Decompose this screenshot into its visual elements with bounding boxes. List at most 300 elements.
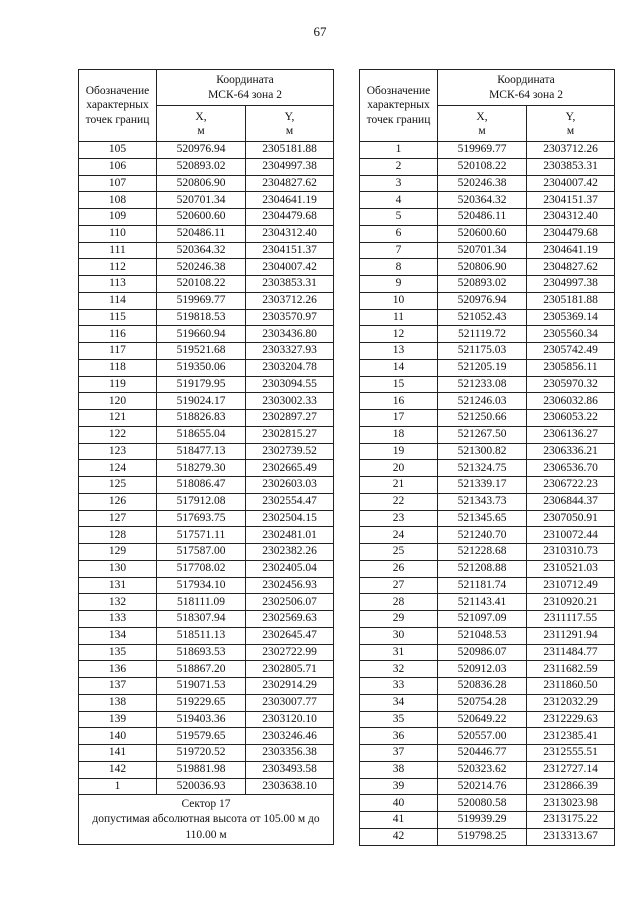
table-row <box>79 259 334 276</box>
y-coordinate-cell: 2305970.32 <box>527 376 615 393</box>
table-row <box>79 209 334 226</box>
point-id-cell: 23 <box>360 510 438 527</box>
x-coordinate-cell: 520246.38 <box>438 175 527 192</box>
point-id-cell: 36 <box>360 728 438 745</box>
y-coordinate-cell: 2306136.27 <box>527 426 615 443</box>
y-coordinate-cell: 2311117.55 <box>527 611 615 628</box>
page-number: 67 <box>313 24 327 39</box>
y-coordinate-cell: 2302645.47 <box>246 627 334 644</box>
table-row <box>79 611 334 628</box>
x-coordinate-cell: 521343.73 <box>438 493 527 510</box>
y-coordinate-cell: 2302805.71 <box>246 661 334 678</box>
point-id-cell: 105 <box>79 142 157 159</box>
y-coordinate-cell: 2303246.46 <box>246 728 334 745</box>
x-coordinate-cell: 520246.38 <box>157 259 246 276</box>
y-coordinate-cell: 2304479.68 <box>246 209 334 226</box>
table-row <box>360 745 615 762</box>
y-coordinate-cell: 2310521.03 <box>527 560 615 577</box>
y-coordinate-cell: 2303007.77 <box>246 694 334 711</box>
x-coordinate-cell: 520600.60 <box>157 209 246 226</box>
x-coordinate-cell: 520649.22 <box>438 711 527 728</box>
table-row <box>79 309 334 326</box>
table-row <box>79 527 334 544</box>
sector-note <box>79 795 334 845</box>
x-coordinate-cell: 520080.58 <box>438 795 527 812</box>
x-coordinate-cell: 519660.94 <box>157 326 246 343</box>
point-id-cell: 27 <box>360 577 438 594</box>
table-row <box>360 527 615 544</box>
point-id-cell: 113 <box>79 276 157 293</box>
point-id-cell: 4 <box>360 192 438 209</box>
table-row <box>360 510 615 527</box>
table-row <box>79 192 334 209</box>
x-coordinate-cell: 520976.94 <box>157 142 246 159</box>
x-coordinate-cell: 520836.28 <box>438 678 527 695</box>
table-row <box>79 477 334 494</box>
point-id-cell: 108 <box>79 192 157 209</box>
y-coordinate-cell: 2302382.26 <box>246 544 334 561</box>
x-coordinate-cell: 517571.11 <box>157 527 246 544</box>
table-row <box>79 745 334 762</box>
x-coordinate-cell: 519024.17 <box>157 393 246 410</box>
table-row <box>360 694 615 711</box>
y-coordinate-cell: 2311860.50 <box>527 678 615 695</box>
point-id-cell: 121 <box>79 410 157 427</box>
point-id-cell: 32 <box>360 661 438 678</box>
y-coordinate-cell: 2302722.99 <box>246 644 334 661</box>
table-row <box>360 644 615 661</box>
point-id-cell: 30 <box>360 627 438 644</box>
x-coordinate-cell: 521181.74 <box>438 577 527 594</box>
x-coordinate-cell: 521175.03 <box>438 343 527 360</box>
point-id-cell: 16 <box>360 393 438 410</box>
sector-altitude: допустимая абсолютная высота от 105.00 м до 110.00 м <box>92 813 320 841</box>
point-id-cell: 20 <box>360 460 438 477</box>
point-column-header: Обозначение характерных точек границ <box>360 70 438 142</box>
y-coordinate-cell: 2312866.39 <box>527 778 615 795</box>
table-row <box>360 577 615 594</box>
y-coordinate-cell: 2304827.62 <box>527 259 615 276</box>
y-coordinate-cell: 2303712.26 <box>246 292 334 309</box>
point-id-cell: 17 <box>360 410 438 427</box>
point-id-cell: 107 <box>79 175 157 192</box>
table-row <box>360 812 615 829</box>
x-coordinate-cell: 520806.90 <box>157 175 246 192</box>
x-coordinate-cell: 518693.53 <box>157 644 246 661</box>
point-id-cell: 6 <box>360 225 438 242</box>
point-id-cell: 19 <box>360 443 438 460</box>
table-row <box>360 443 615 460</box>
x-coordinate-cell: 518086.47 <box>157 477 246 494</box>
y-coordinate-cell: 2304479.68 <box>527 225 615 242</box>
y-coordinate-cell: 2306336.21 <box>527 443 615 460</box>
y-coordinate-cell: 2304007.42 <box>527 175 615 192</box>
coordinate-header <box>438 70 615 106</box>
table-row <box>79 493 334 510</box>
point-id-cell: 106 <box>79 158 157 175</box>
point-id-cell: 33 <box>360 678 438 695</box>
y-coordinate-cell: 2305742.49 <box>527 343 615 360</box>
table-row <box>79 326 334 343</box>
table-row <box>79 510 334 527</box>
table-row <box>79 778 334 795</box>
x-coordinate-cell: 520893.02 <box>157 158 246 175</box>
x-coordinate-cell: 517708.02 <box>157 560 246 577</box>
y-coordinate-cell: 2303204.78 <box>246 359 334 376</box>
table-row <box>360 828 615 845</box>
y-coordinate-cell: 2303638.10 <box>246 778 334 795</box>
y-coordinate-cell: 2312727.14 <box>527 761 615 778</box>
point-id-cell: 120 <box>79 393 157 410</box>
x-coordinate-cell: 519179.95 <box>157 376 246 393</box>
point-id-cell: 132 <box>79 594 157 611</box>
y-coordinate-cell: 2304151.37 <box>527 192 615 209</box>
point-id-cell: 35 <box>360 711 438 728</box>
x-coordinate-cell: 518307.94 <box>157 611 246 628</box>
point-id-cell: 119 <box>79 376 157 393</box>
point-id-cell: 122 <box>79 426 157 443</box>
x-column-header: X, м <box>157 106 246 142</box>
point-id-cell: 34 <box>360 694 438 711</box>
point-id-cell: 37 <box>360 745 438 762</box>
point-id-cell: 123 <box>79 443 157 460</box>
point-id-cell: 138 <box>79 694 157 711</box>
point-id-cell: 40 <box>360 795 438 812</box>
x-coordinate-cell: 521119.72 <box>438 326 527 343</box>
x-coordinate-cell: 520214.76 <box>438 778 527 795</box>
x-coordinate-cell: 520600.60 <box>438 225 527 242</box>
table-row <box>79 627 334 644</box>
table-row <box>79 678 334 695</box>
point-id-cell: 116 <box>79 326 157 343</box>
point-id-cell: 1 <box>360 142 438 159</box>
x-coordinate-cell: 520557.00 <box>438 728 527 745</box>
point-id-cell: 3 <box>360 175 438 192</box>
table-row <box>360 192 615 209</box>
table-row <box>360 209 615 226</box>
x-coordinate-cell: 521250.66 <box>438 410 527 427</box>
table-row <box>360 761 615 778</box>
table-row <box>360 493 615 510</box>
y-coordinate-cell: 2306722.23 <box>527 477 615 494</box>
table-row <box>79 577 334 594</box>
y-coordinate-cell: 2303570.97 <box>246 309 334 326</box>
x-coordinate-cell: 519350.06 <box>157 359 246 376</box>
point-id-cell: 11 <box>360 309 438 326</box>
y-coordinate-cell: 2313175.22 <box>527 812 615 829</box>
table-row <box>79 142 334 159</box>
x-coordinate-cell: 519720.52 <box>157 745 246 762</box>
x-coordinate-cell: 519579.65 <box>157 728 246 745</box>
table-row <box>79 728 334 745</box>
point-id-cell: 114 <box>79 292 157 309</box>
x-coordinate-cell: 518655.04 <box>157 426 246 443</box>
table-row <box>79 359 334 376</box>
table-row <box>360 426 615 443</box>
table-row <box>79 410 334 427</box>
y-coordinate-cell: 2305181.88 <box>527 292 615 309</box>
y-coordinate-cell: 2312555.51 <box>527 745 615 762</box>
point-id-cell: 39 <box>360 778 438 795</box>
point-id-cell: 124 <box>79 460 157 477</box>
coordinate-header <box>157 70 334 106</box>
table-row <box>360 711 615 728</box>
y-coordinate-cell: 2312229.63 <box>527 711 615 728</box>
x-coordinate-cell: 520701.34 <box>157 192 246 209</box>
point-id-cell: 139 <box>79 711 157 728</box>
y-coordinate-cell: 2302665.49 <box>246 460 334 477</box>
table-row <box>360 359 615 376</box>
coordinate-system: МСК-64 зона 2 <box>489 88 563 101</box>
point-id-cell: 117 <box>79 343 157 360</box>
x-coordinate-cell: 521048.53 <box>438 627 527 644</box>
coordinates-table-right <box>359 69 615 846</box>
x-coordinate-cell: 518826.83 <box>157 410 246 427</box>
point-id-cell: 25 <box>360 544 438 561</box>
sector-title: Сектор 17 <box>181 797 231 810</box>
y-coordinate-cell: 2311484.77 <box>527 644 615 661</box>
x-coordinate-cell: 519798.25 <box>438 828 527 845</box>
point-id-cell: 127 <box>79 510 157 527</box>
point-id-cell: 141 <box>79 745 157 762</box>
table-row <box>360 376 615 393</box>
x-coordinate-cell: 521324.75 <box>438 460 527 477</box>
y-coordinate-cell: 2306844.37 <box>527 493 615 510</box>
y-column-header: Y, м <box>527 106 615 142</box>
table-row <box>79 560 334 577</box>
table-row <box>79 393 334 410</box>
x-coordinate-cell: 520486.11 <box>157 225 246 242</box>
x-column-header: X, м <box>438 106 527 142</box>
point-id-cell: 8 <box>360 259 438 276</box>
y-coordinate-cell: 2304151.37 <box>246 242 334 259</box>
table-row <box>360 678 615 695</box>
table-row <box>79 644 334 661</box>
table-row <box>79 694 334 711</box>
table-row <box>360 778 615 795</box>
point-id-cell: 109 <box>79 209 157 226</box>
table-row <box>79 225 334 242</box>
point-id-cell: 28 <box>360 594 438 611</box>
x-coordinate-cell: 519071.53 <box>157 678 246 695</box>
point-id-cell: 130 <box>79 560 157 577</box>
x-coordinate-cell: 520364.32 <box>157 242 246 259</box>
table-row <box>79 460 334 477</box>
x-coordinate-cell: 520976.94 <box>438 292 527 309</box>
y-coordinate-cell: 2312385.41 <box>527 728 615 745</box>
x-coordinate-cell: 520806.90 <box>438 259 527 276</box>
y-coordinate-cell: 2303002.33 <box>246 393 334 410</box>
y-coordinate-cell: 2310310.73 <box>527 544 615 561</box>
table-row <box>79 292 334 309</box>
x-coordinate-cell: 520108.22 <box>438 158 527 175</box>
point-id-cell: 112 <box>79 259 157 276</box>
point-id-cell: 41 <box>360 812 438 829</box>
point-id-cell: 125 <box>79 477 157 494</box>
x-coordinate-cell: 521228.68 <box>438 544 527 561</box>
table-row <box>360 594 615 611</box>
point-id-cell: 31 <box>360 644 438 661</box>
y-coordinate-cell: 2307050.91 <box>527 510 615 527</box>
point-id-cell: 128 <box>79 527 157 544</box>
point-id-cell: 26 <box>360 560 438 577</box>
x-coordinate-cell: 521339.17 <box>438 477 527 494</box>
table-row <box>360 175 615 192</box>
point-id-cell: 12 <box>360 326 438 343</box>
x-coordinate-cell: 521233.08 <box>438 376 527 393</box>
y-coordinate-cell: 2302405.04 <box>246 560 334 577</box>
table-row <box>360 544 615 561</box>
y-coordinate-cell: 2313023.98 <box>527 795 615 812</box>
x-coordinate-cell: 521205.19 <box>438 359 527 376</box>
x-coordinate-cell: 521267.50 <box>438 426 527 443</box>
y-coordinate-cell: 2304997.38 <box>527 276 615 293</box>
table-row <box>360 225 615 242</box>
point-id-cell: 18 <box>360 426 438 443</box>
point-id-cell: 22 <box>360 493 438 510</box>
x-coordinate-cell: 520486.11 <box>438 209 527 226</box>
x-coordinate-cell: 520446.77 <box>438 745 527 762</box>
table-row <box>79 711 334 728</box>
point-id-cell: 137 <box>79 678 157 695</box>
table-row <box>360 560 615 577</box>
x-coordinate-cell: 521345.65 <box>438 510 527 527</box>
x-coordinate-cell: 518477.13 <box>157 443 246 460</box>
point-id-cell: 9 <box>360 276 438 293</box>
x-coordinate-cell: 520754.28 <box>438 694 527 711</box>
x-coordinate-cell: 518511.13 <box>157 627 246 644</box>
x-coordinate-cell: 519939.29 <box>438 812 527 829</box>
point-id-cell: 7 <box>360 242 438 259</box>
x-coordinate-cell: 521143.41 <box>438 594 527 611</box>
table-row <box>360 158 615 175</box>
y-coordinate-cell: 2304997.38 <box>246 158 334 175</box>
point-id-cell: 111 <box>79 242 157 259</box>
coordinate-system: МСК-64 зона 2 <box>208 88 282 101</box>
table-row <box>360 795 615 812</box>
coordinate-title: Координата <box>216 73 274 86</box>
x-coordinate-cell: 521246.03 <box>438 393 527 410</box>
point-id-cell: 42 <box>360 828 438 845</box>
point-id-cell: 5 <box>360 209 438 226</box>
y-coordinate-cell: 2304641.19 <box>246 192 334 209</box>
x-coordinate-cell: 519403.36 <box>157 711 246 728</box>
table-row <box>360 242 615 259</box>
left-table-body <box>79 142 334 795</box>
x-coordinate-cell: 520323.62 <box>438 761 527 778</box>
y-coordinate-cell: 2303120.10 <box>246 711 334 728</box>
x-coordinate-cell: 520701.34 <box>438 242 527 259</box>
point-id-cell: 2 <box>360 158 438 175</box>
point-id-cell: 140 <box>79 728 157 745</box>
y-coordinate-cell: 2304312.40 <box>246 225 334 242</box>
table-row <box>79 242 334 259</box>
table-row <box>79 443 334 460</box>
x-coordinate-cell: 521240.70 <box>438 527 527 544</box>
right-table-body <box>360 142 615 846</box>
table-row <box>360 460 615 477</box>
y-coordinate-cell: 2302456.93 <box>246 577 334 594</box>
table-row <box>360 142 615 159</box>
table-row <box>360 728 615 745</box>
table-row <box>79 376 334 393</box>
x-coordinate-cell: 520364.32 <box>438 192 527 209</box>
table-row <box>79 175 334 192</box>
x-coordinate-cell: 521052.43 <box>438 309 527 326</box>
table-row <box>360 326 615 343</box>
table-row <box>360 343 615 360</box>
y-coordinate-cell: 2304641.19 <box>527 242 615 259</box>
point-id-cell: 29 <box>360 611 438 628</box>
y-coordinate-cell: 2302897.27 <box>246 410 334 427</box>
y-coordinate-cell: 2302815.27 <box>246 426 334 443</box>
point-id-cell: 14 <box>360 359 438 376</box>
x-coordinate-cell: 520036.93 <box>157 778 246 795</box>
x-coordinate-cell: 519969.77 <box>438 142 527 159</box>
table-row <box>360 292 615 309</box>
y-coordinate-cell: 2310712.49 <box>527 577 615 594</box>
x-coordinate-cell: 520986.07 <box>438 644 527 661</box>
table-row <box>360 627 615 644</box>
y-coordinate-cell: 2306053.22 <box>527 410 615 427</box>
point-id-cell: 129 <box>79 544 157 561</box>
point-column-header: Обозначение характерных точек границ <box>79 70 157 142</box>
table-row <box>79 343 334 360</box>
point-id-cell: 135 <box>79 644 157 661</box>
x-coordinate-cell: 520912.03 <box>438 661 527 678</box>
y-coordinate-cell: 2302914.29 <box>246 678 334 695</box>
point-id-cell: 133 <box>79 611 157 628</box>
x-coordinate-cell: 519818.53 <box>157 309 246 326</box>
x-coordinate-cell: 519881.98 <box>157 761 246 778</box>
point-id-cell: 134 <box>79 627 157 644</box>
table-row <box>79 761 334 778</box>
point-id-cell: 118 <box>79 359 157 376</box>
y-coordinate-cell: 2302603.03 <box>246 477 334 494</box>
table-row <box>79 544 334 561</box>
table-row <box>360 309 615 326</box>
x-coordinate-cell: 520108.22 <box>157 276 246 293</box>
x-coordinate-cell: 521097.09 <box>438 611 527 628</box>
table-row <box>360 259 615 276</box>
table-row <box>79 594 334 611</box>
y-column-header: Y, м <box>246 106 334 142</box>
x-coordinate-cell: 521300.82 <box>438 443 527 460</box>
y-coordinate-cell: 2311291.94 <box>527 627 615 644</box>
table-row <box>360 661 615 678</box>
y-coordinate-cell: 2305856.11 <box>527 359 615 376</box>
y-coordinate-cell: 2304007.42 <box>246 259 334 276</box>
x-coordinate-cell: 518111.09 <box>157 594 246 611</box>
point-id-cell: 110 <box>79 225 157 242</box>
coordinate-title: Координата <box>497 73 555 86</box>
y-coordinate-cell: 2303712.26 <box>527 142 615 159</box>
point-id-cell: 1 <box>79 778 157 795</box>
y-coordinate-cell: 2302481.01 <box>246 527 334 544</box>
table-row <box>360 410 615 427</box>
y-coordinate-cell: 2302506.07 <box>246 594 334 611</box>
point-id-cell: 10 <box>360 292 438 309</box>
x-coordinate-cell: 520893.02 <box>438 276 527 293</box>
point-id-cell: 21 <box>360 477 438 494</box>
y-coordinate-cell: 2304312.40 <box>527 209 615 226</box>
y-coordinate-cell: 2311682.59 <box>527 661 615 678</box>
y-coordinate-cell: 2313313.67 <box>527 828 615 845</box>
x-coordinate-cell: 518279.30 <box>157 460 246 477</box>
table-row <box>360 477 615 494</box>
y-coordinate-cell: 2302569.63 <box>246 611 334 628</box>
y-coordinate-cell: 2303356.38 <box>246 745 334 762</box>
